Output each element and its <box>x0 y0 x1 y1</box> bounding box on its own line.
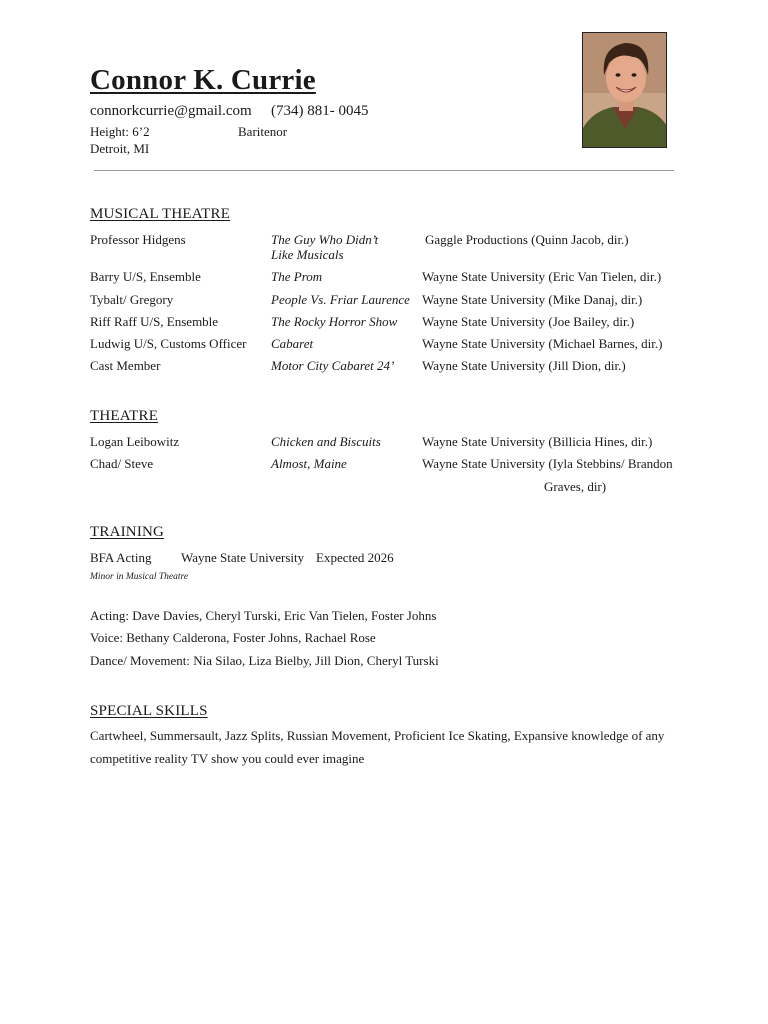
resume-name: Connor K. Currie <box>90 64 316 96</box>
training-acting: Acting: Dave Davies, Cheryl Turski, Eric Van Tielen, Foster Johns <box>90 608 437 623</box>
training-minor: Minor in Musical Theatre <box>90 572 189 582</box>
theatre-role: Logan Leibowitz <box>90 434 180 449</box>
mt-show: The Rocky Horror Show <box>271 314 398 329</box>
mt-company: Wayne State University (Joe Bailey, dir.) <box>422 314 635 329</box>
theatre-company: Wayne State University (Billicia Hines, dir.) <box>422 434 653 449</box>
mt-role: Riff Raff U/S, Ensemble <box>90 314 219 329</box>
email: connorkcurrie@gmail.com <box>90 103 252 119</box>
mt-company: Wayne State University (Jill Dion, dir.) <box>422 358 626 373</box>
mt-company: Wayne State University (Mike Danaj, dir.) <box>422 292 643 307</box>
training-degree: BFA Acting <box>90 550 152 565</box>
mt-role: Barry U/S, Ensemble <box>90 269 201 284</box>
theatre-show: Chicken and Biscuits <box>271 434 381 449</box>
location: Detroit, MI <box>90 141 150 156</box>
theatre-company: Wayne State University (Iyla Stebbins/ Brandon <box>422 456 673 471</box>
mt-show: Cabaret <box>271 336 314 351</box>
mt-company: Gaggle Productions (Quinn Jacob, dir.) <box>425 232 629 247</box>
header-divider <box>94 170 674 171</box>
phone: (734) 881- 0045 <box>271 103 369 119</box>
mt-show: Motor City Cabaret 24’ <box>271 358 395 373</box>
section-title-musical-theatre: MUSICAL THEATRE <box>90 206 231 222</box>
mt-company: Wayne State University (Michael Barnes, dir.) <box>422 336 663 351</box>
theatre-role: Chad/ Steve <box>90 456 154 471</box>
headshot-photo <box>582 32 667 148</box>
mt-role: Professor Hidgens <box>90 232 186 247</box>
special-skills-text-continued: competitive reality TV show you could ever imagine <box>90 751 365 766</box>
training-voice: Voice: Bethany Calderona, Foster Johns, Rachael Rose <box>90 630 376 645</box>
mt-role: Ludwig U/S, Customs Officer <box>90 336 247 351</box>
mt-company: Wayne State University (Eric Van Tielen, dir.) <box>422 269 662 284</box>
theatre-show: Almost, Maine <box>271 456 347 471</box>
section-title-training: TRAINING <box>90 524 165 540</box>
special-skills-text: Cartwheel, Summersault, Jazz Splits, Russian Movement, Proficient Ice Skating, Expansive knowledge of any <box>90 728 665 743</box>
mt-show-continued: Like Musicals <box>271 247 344 262</box>
training-expected: Expected 2026 <box>316 550 394 565</box>
mt-show: The Prom <box>271 269 323 284</box>
section-title-theatre: THEATRE <box>90 408 159 424</box>
training-dance: Dance/ Movement: Nia Silao, Liza Bielby, Jill Dion, Cheryl Turski <box>90 653 439 668</box>
mt-show: People Vs. Friar Laurence <box>271 292 410 307</box>
mt-show: The Guy Who Didn’t <box>271 232 379 247</box>
mt-role: Tybalt/ Gregory <box>90 292 174 307</box>
theatre-company-continued: Graves, dir) <box>544 479 607 494</box>
height: Height: 6’2 <box>90 124 150 139</box>
voice-type: Baritenor <box>238 124 288 139</box>
training-school: Wayne State University <box>181 550 305 565</box>
mt-role: Cast Member <box>90 358 161 373</box>
section-title-special-skills: SPECIAL SKILLS <box>90 703 208 719</box>
